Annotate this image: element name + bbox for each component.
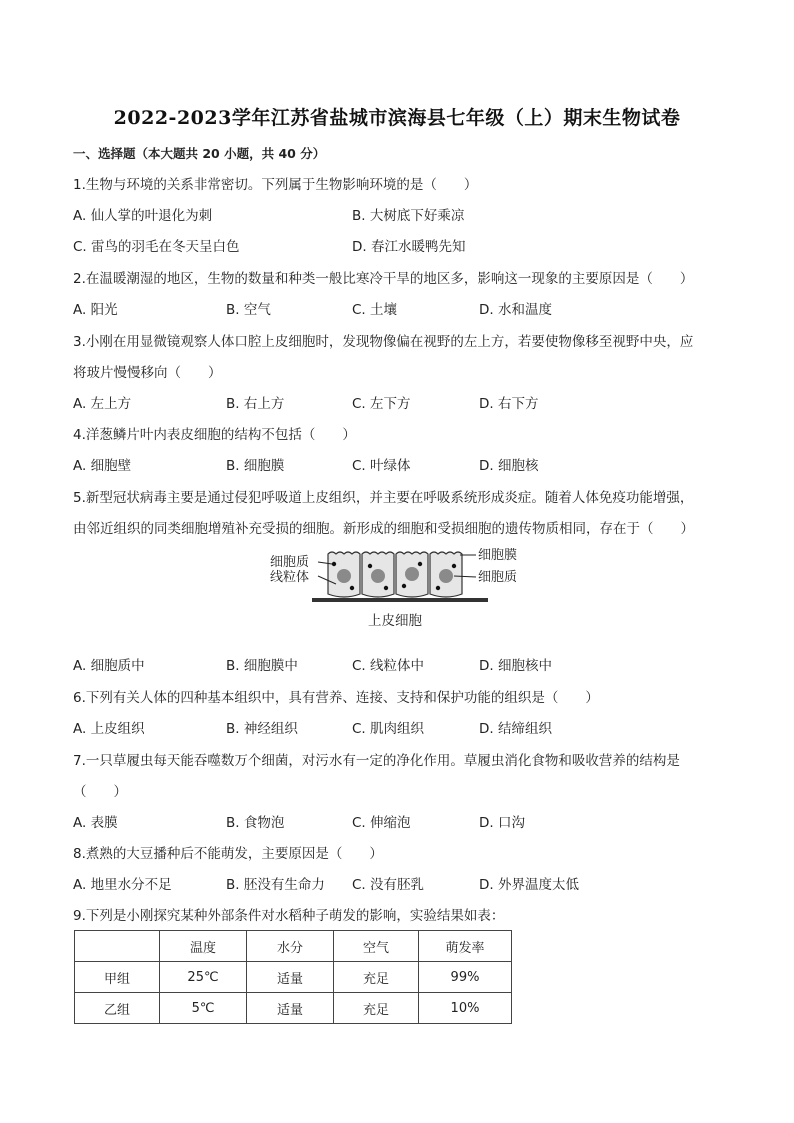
table-header-cell: 水分 [247, 931, 334, 962]
nucleus-3 [405, 567, 419, 581]
nucleus-4 [439, 569, 453, 583]
q1-option-b: B. 大树底下好乘凉 [352, 208, 465, 224]
q3-option-b: B. 右上方 [226, 396, 285, 412]
question-7-stem-line2: （ ） [73, 784, 127, 800]
question-2-stem: 2.在温暖潮湿的地区，生物的数量和种类一般比寒冷干旱的地区多，影响这一现象的主要原因是（ ） [73, 271, 694, 287]
question-7-stem-line1: 7.一只草履虫每天能吞噬数万个细菌，对污水有一定的净化作用。草履虫消化食物和吸收营养的结构是 [73, 753, 680, 769]
q4-option-c: C. 叶绿体 [352, 458, 411, 474]
q7-option-b: B. 食物泡 [226, 815, 285, 831]
table-row [75, 962, 512, 993]
q6-option-a: A. 上皮组织 [73, 721, 145, 737]
table-cell: 充足 [334, 993, 419, 1024]
label-cell-membrane: 细胞膜 [478, 548, 518, 563]
table-header-cell: 萌发率 [419, 931, 512, 962]
label-cytoplasm-left: 细胞质 [270, 555, 310, 570]
q1-option-c: C. 雷鸟的羽毛在冬天呈白色 [73, 239, 240, 255]
q6-option-b: B. 神经组织 [226, 721, 298, 737]
table-header-cell [75, 931, 160, 962]
table-header-row [75, 931, 512, 962]
table-cell: 5℃ [160, 993, 247, 1024]
question-9-stem: 9.下列是小刚探究某种外部条件对水稻种子萌发的影响，实验结果如表： [73, 908, 505, 924]
table-cell: 99% [419, 962, 512, 993]
basement-membrane [312, 598, 488, 602]
q2-option-b: B. 空气 [226, 302, 271, 318]
q1-option-d: D. 春江水暖鸭先知 [352, 239, 466, 255]
table-cell: 甲组 [75, 962, 160, 993]
question-3-stem-line2: 将玻片慢慢移向（ ） [73, 365, 222, 381]
table-cell: 10% [419, 993, 512, 1024]
table-header-cell: 空气 [334, 931, 419, 962]
table-cell: 25℃ [160, 962, 247, 993]
q8-option-d: D. 外界温度太低 [479, 877, 579, 893]
question-5-stem-line1: 5.新型冠状病毒主要是通过侵犯呼吸道上皮组织，并主要在呼吸系统形成炎症。随着人体免疫功能增强， [73, 490, 694, 506]
table-row [75, 993, 512, 1024]
page-title: 2022-2023学年江苏省盐城市滨海县七年级（上）期末生物试卷 [113, 107, 681, 129]
q7-option-d: D. 口沟 [479, 815, 525, 831]
q1-option-a: A. 仙人掌的叶退化为刺 [73, 208, 213, 224]
q2-option-a: A. 阳光 [73, 302, 118, 318]
label-mitochondria: 线粒体 [270, 570, 310, 585]
table-cell: 乙组 [75, 993, 160, 1024]
q8-option-c: C. 没有胚乳 [352, 877, 425, 893]
question-4-stem: 4.洋葱鳞片叶内表皮细胞的结构不包括（ ） [73, 427, 356, 443]
q6-option-d: D. 结缔组织 [479, 721, 552, 737]
table-header-cell: 温度 [160, 931, 247, 962]
figure-caption: 上皮细胞 [368, 613, 422, 629]
q2-option-d: D. 水和温度 [479, 302, 552, 318]
question-6-stem: 6.下列有关人体的四种基本组织中，具有营养、连接、支持和保护功能的组织是（ ） [73, 690, 599, 706]
q7-option-c: C. 伸缩泡 [352, 815, 411, 831]
q6-option-c: C. 肌肉组织 [352, 721, 425, 737]
q3-option-c: C. 左下方 [352, 396, 411, 412]
q8-option-b: B. 胚没有生命力 [226, 877, 325, 893]
table-cell: 适量 [247, 993, 334, 1024]
question-3-stem-line1: 3.小刚在用显微镜观察人体口腔上皮细胞时，发现物像偏在视野的左上方，若要使物像移至视野中央，应 [73, 334, 694, 350]
q3-option-d: D. 右下方 [479, 396, 539, 412]
section-heading: 一、选择题（本大题共 20 小题，共 40 分） [73, 146, 326, 161]
q4-option-d: D. 细胞核 [479, 458, 539, 474]
q3-option-a: A. 左上方 [73, 396, 132, 412]
question-1-stem: 1.生物与环境的关系非常密切。下列属于生物影响环境的是（ ） [73, 177, 478, 193]
q7-option-a: A. 表膜 [73, 815, 118, 831]
q5-option-b: B. 细胞膜中 [226, 658, 298, 674]
question-5-stem-line2: 由邻近组织的同类细胞增殖补充受损的细胞。新形成的细胞和受损细胞的遗传物质相同，存在于（ ） [73, 521, 694, 537]
q5-option-c: C. 线粒体中 [352, 658, 425, 674]
germination-table [74, 930, 512, 1024]
q8-option-a: A. 地里水分不足 [73, 877, 172, 893]
nucleus-2 [371, 569, 385, 583]
question-8-stem: 8.煮熟的大豆播种后不能萌发，主要原因是（ ） [73, 846, 383, 862]
label-cytoplasm-right: 细胞质 [478, 570, 518, 585]
q4-option-b: B. 细胞膜 [226, 458, 285, 474]
q4-option-a: A. 细胞壁 [73, 458, 132, 474]
q2-option-c: C. 土壤 [352, 302, 398, 318]
table-cell: 适量 [247, 962, 334, 993]
q5-option-a: A. 细胞质中 [73, 658, 145, 674]
nucleus-1 [337, 569, 351, 583]
q5-option-d: D. 细胞核中 [479, 658, 552, 674]
table-cell: 充足 [334, 962, 419, 993]
